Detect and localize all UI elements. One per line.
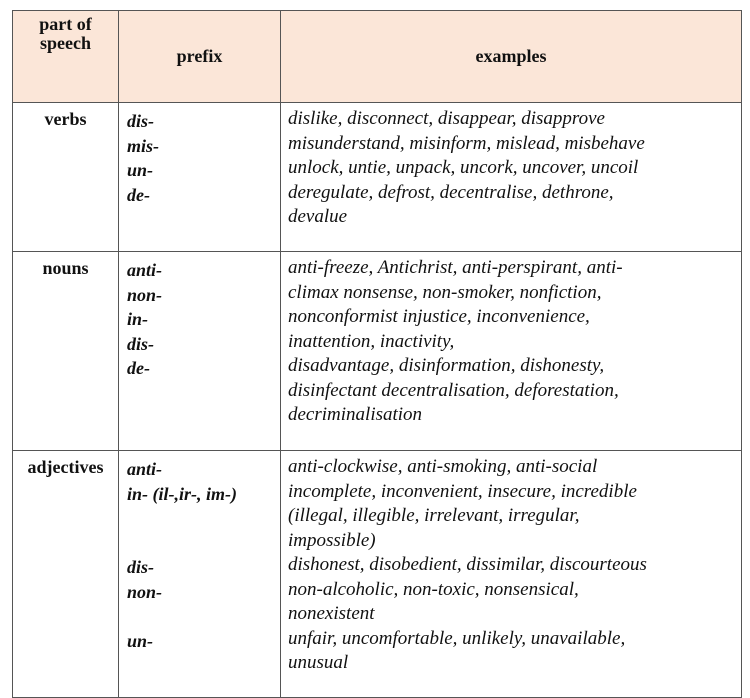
prefix-item: dis- — [127, 111, 154, 131]
examples-cell — [281, 252, 742, 451]
example-line: impossible) — [288, 529, 376, 551]
header-part-of-speech — [13, 11, 119, 103]
example-line: deregulate, defrost, decentralise, dethrone, — [288, 181, 614, 203]
prefix-cell — [119, 451, 281, 698]
example-line: disadvantage, disinformation, dishonesty, — [288, 355, 605, 376]
table-row-verbs — [13, 103, 742, 252]
prefix-item: de- — [127, 184, 150, 205]
example-line: unlock, untie, unpack, uncork, uncover, uncoil — [288, 157, 639, 178]
example-line: devalue — [288, 206, 348, 227]
example-line: misunderstand, misinform, mislead, misbehave — [288, 132, 645, 154]
prefix-table — [12, 10, 742, 698]
prefix-item: un- — [127, 630, 154, 651]
example-line: unusual — [288, 652, 349, 673]
prefix-item: dis- — [127, 333, 154, 354]
table-row-nouns — [13, 252, 742, 451]
prefix-item: anti- — [127, 459, 163, 479]
part-of-speech-cell: nouns — [13, 252, 119, 451]
prefix-item: dis- — [127, 557, 154, 577]
example-line: unfair, uncomfortable, unlikely, unavailable, — [288, 627, 626, 649]
header-pos-line1: part of — [39, 14, 92, 34]
example-line: anti-clockwise, anti-smoking, anti-social — [288, 456, 598, 477]
part-of-speech-cell: adjectives — [13, 451, 119, 698]
prefix-spacer — [127, 531, 280, 556]
prefix-item: anti- — [127, 260, 163, 280]
header-row — [13, 11, 742, 103]
prefix-item: in- — [127, 309, 149, 329]
header-examples: examples — [281, 11, 742, 103]
table-row-adjectives — [13, 451, 742, 698]
example-line: climax nonsense, non-smoker, nonfiction, — [288, 281, 602, 303]
example-line: nonconformist injustice, inconvenience, — [288, 306, 590, 327]
prefix-item: de- — [127, 358, 150, 378]
prefix-item: non- — [127, 581, 163, 602]
example-line: inattention, inactivity, — [288, 330, 455, 352]
example-line: nonexistent — [288, 603, 375, 624]
header-prefix: prefix — [119, 11, 281, 103]
examples-cell — [281, 103, 742, 252]
prefix-item: un- — [127, 160, 154, 180]
example-line: disinfectant decentralisation, deforestation, — [288, 379, 619, 401]
part-of-speech-cell: verbs — [13, 103, 119, 252]
prefix-item: in- (il-,ir-, im-) — [127, 483, 237, 504]
prefix-spacer — [127, 604, 280, 629]
example-line: dishonest, disobedient, dissimilar, discourteous — [288, 554, 647, 575]
example-line: (illegal, illegible, irrelevant, irregular, — [288, 505, 580, 526]
example-line: non-alcoholic, non-toxic, nonsensical, — [288, 578, 579, 600]
prefix-item: non- — [127, 284, 163, 305]
prefix-cell — [119, 103, 281, 252]
example-line: incomplete, inconvenient, insecure, incredible — [288, 480, 637, 502]
example-line: dislike, disconnect, disappear, disapprove — [288, 108, 605, 129]
example-line: anti-freeze, Antichrist, anti-perspirant, anti- — [288, 257, 623, 278]
prefix-item: mis- — [127, 135, 160, 156]
examples-cell — [281, 451, 742, 698]
prefix-cell — [119, 252, 281, 451]
prefix-spacer — [127, 506, 280, 531]
example-line: decriminalisation — [288, 404, 423, 425]
header-pos-line2: speech — [40, 33, 91, 53]
